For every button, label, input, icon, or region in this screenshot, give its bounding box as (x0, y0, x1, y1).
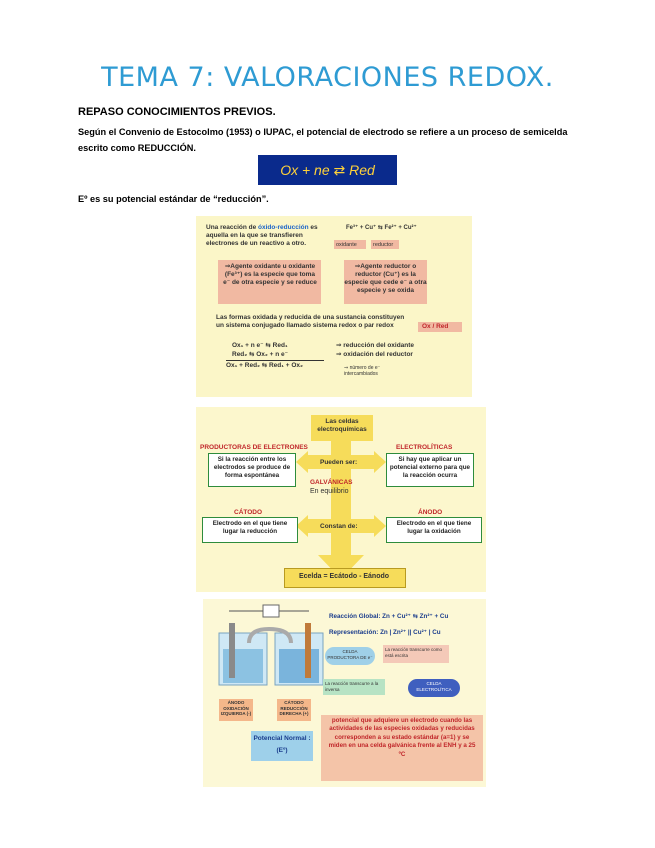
anodo-label: ÁNODO (418, 509, 443, 516)
galvanicas-label: GALVÁNICAS (310, 479, 353, 486)
redox-definition-figure (196, 216, 472, 397)
celda-productora: CELDA PRODUCTORA DE e⁻ (327, 649, 373, 660)
intro-text: Una reacción de óxido-reducción es aquella en la que se transfieren electrones de un reactivo a otro. (206, 224, 318, 247)
half-eq-1: Ox₁ + n e⁻ ⇆ Red₁ (232, 342, 288, 349)
constan-de: Constan de: (320, 523, 358, 530)
transcurre-inversa: La reacción transcurre a la inversa (325, 681, 379, 692)
electrochemical-cells-diagram (196, 407, 486, 592)
galvanic-cell-figure (203, 599, 486, 787)
global-eq: Ox₁ + Red₂ ⇆ Red₁ + Ox₂ (226, 362, 303, 369)
ecelda-formula: Ecelda = Ecátodo - Eánodo (298, 573, 390, 580)
transcurre-escrita: La reacción transcurre como está escrita (385, 647, 443, 658)
equilibrio-label: En equilibrio (310, 488, 349, 495)
catodo-label: CÁTODO (234, 509, 263, 516)
catodo-box: Electrodo en el que tiene lugar la reducción (202, 517, 298, 543)
electroliticas-box: Si hay que aplicar un potencial externo para que la reacción ocurra (386, 453, 474, 487)
anodo-box: Electrodo en el que tiene lugar la oxidación (386, 517, 482, 543)
definicion-potencial: potencial que adquiere un electrodo cuando las actividades de las especies oxidadas y reducidas corresponden a su estado estándar (a=1) y se miden en una celda galvánica frente al ENH y a 25 ºC (328, 717, 476, 758)
note-reduccion: ⇒ reducción del oxidante (336, 342, 415, 349)
pueden-ser: Pueden ser: (320, 459, 358, 466)
reaction-equation: Fe³⁺ + Cu⁺ ⇆ Fe²⁺ + Cu²⁺ (346, 225, 417, 231)
note-oxidacion: ⇒ oxidación del reductor (336, 351, 413, 358)
potencial-normal: Potencial Normal : (253, 735, 311, 742)
note-electrones: ⇒ número de e⁻ intercambiados (344, 365, 381, 377)
electroliticas-label: ELECTROLÍTICAS (396, 444, 453, 451)
galvanic-cell-drawing (209, 603, 329, 698)
redox-equation: Ox + ne ⇄ Red (258, 155, 397, 185)
page-title: TEMA 7: VALORACIONES REDOX. (101, 62, 554, 93)
tag-oxidante: oxidante (336, 242, 357, 248)
half-eq-2: Red₂ ⇆ Ox₂ + n e⁻ (232, 351, 289, 358)
agent-reductor: ⇒Agente reductor o reductor (Cu⁺) es la especie que cede e⁻ a otra especie y se oxida (344, 263, 427, 294)
celda-electrolitica: CELDA ELECTROLÍTICA (416, 681, 452, 692)
tag-reductor: reductor (373, 242, 394, 248)
agent-oxidante: ⇒Agente oxidante u oxidante (Fe³⁺) es la especie que toma e⁻ de otra especie y se reduce (223, 263, 317, 286)
productoras-label: PRODUCTORAS DE ELECTRONES (200, 444, 308, 451)
representacion: Representación: Zn | Zn²⁺ || Cu²⁺ | Cu (329, 629, 441, 636)
reaccion-global: Reacción Global: Zn + Cu²⁺ ⇆ Zn²⁺ + Cu (329, 613, 449, 620)
catodo-tag: CÁTODO REDUCCIÓN DERECHA (+) (279, 700, 309, 716)
anodo-tag: ÁNODO OXIDACIÓN IZQUIERDA (-) (220, 700, 252, 716)
intro-paragraph: Según el Convenio de Estocolmo (1953) o IUPAC, el potencial de electrodo se refiere a un proceso de semicelda escrito como REDUCCIÓN. (78, 127, 568, 153)
section-heading: REPASO CONOCIMIENTOS PREVIOS. (78, 106, 276, 118)
center-label: Las celdas electroquímicas (317, 418, 367, 433)
par-redox: Ox / Red (422, 323, 449, 330)
formas-text: Las formas oxidada y reducida de una sustancia constituyen un sistema conjugado llamado sistema redox o par redox (216, 314, 405, 329)
productoras-box: Si la reacción entre los electrodos se produce de forma espontánea (208, 453, 296, 487)
potencial-e0: (Eº) (276, 747, 288, 754)
e0-line: Eº es su potencial estándar de “reducción”. (78, 194, 269, 204)
